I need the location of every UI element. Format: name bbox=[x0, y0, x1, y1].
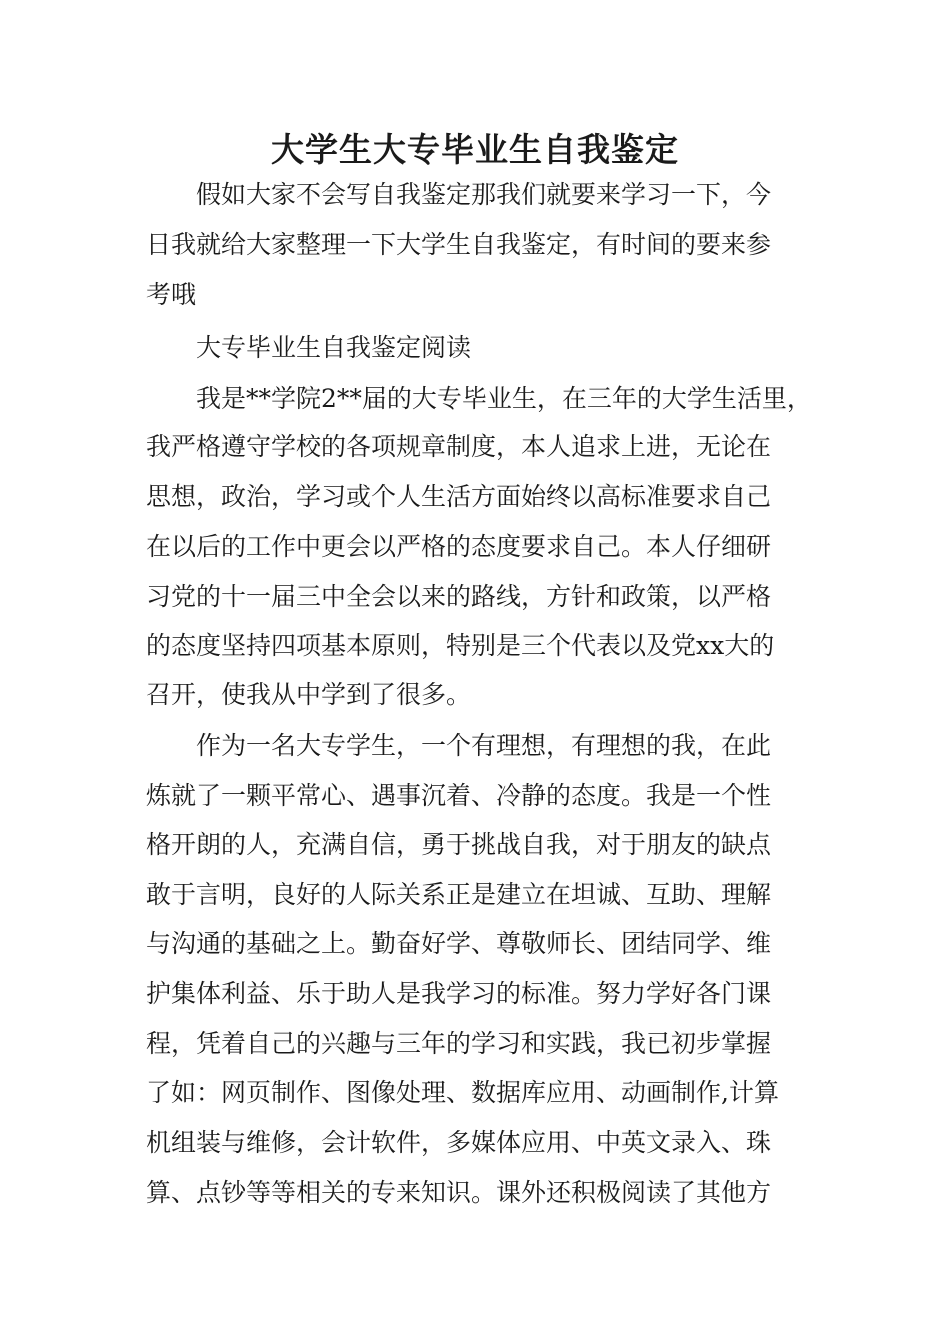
text-line-7-content: 思想，政治，学习或个人生活方面始终以高标准要求自己 bbox=[146, 482, 772, 511]
text-line-7 bbox=[0, 473, 950, 521]
text-line-4-content: 大专毕业生自我鉴定阅读 bbox=[196, 333, 472, 362]
text-line-16-content: 与沟通的基础之上。勤奋好学、尊敬师长、团结同学、维 bbox=[146, 929, 772, 958]
document-title: 大学生大专毕业生自我鉴定 bbox=[271, 130, 679, 169]
text-line-17 bbox=[0, 970, 950, 1018]
text-line-20-content: 机组装与维修，会计软件，多媒体应用、中英文录入、珠 bbox=[146, 1128, 772, 1157]
text-line-20 bbox=[0, 1119, 950, 1167]
text-line-1 bbox=[0, 171, 950, 219]
text-line-18-content: 程，凭着自己的兴趣与三年的学习和实践，我已初步掌握 bbox=[146, 1029, 772, 1058]
text-line-19 bbox=[0, 1069, 950, 1117]
text-line-15-content: 敢于言明，良好的人际关系正是建立在坦诚、互助、理解 bbox=[146, 880, 772, 909]
text-line-10 bbox=[0, 622, 950, 670]
text-line-5-content: 我是**学院2**届的大专毕业生，在三年的大学生活里， bbox=[196, 384, 812, 413]
text-line-3 bbox=[0, 271, 950, 319]
text-line-10-content: 的态度坚持四项基本原则，特别是三个代表以及党xx大的 bbox=[146, 631, 775, 660]
text-line-3-content: 考哦 bbox=[146, 280, 197, 309]
text-line-16 bbox=[0, 920, 950, 968]
text-line-11 bbox=[0, 671, 950, 719]
text-line-6-content: 我严格遵守学校的各项规章制度，本人追求上进，无论在 bbox=[146, 432, 772, 461]
text-line-12-content: 作为一名大专学生，一个有理想，有理想的我，在此 bbox=[196, 731, 772, 760]
text-line-11-content: 召开，使我从中学到了很多。 bbox=[146, 680, 472, 709]
text-line-9-content: 习党的十一届三中全会以来的路线，方针和政策，以严格 bbox=[146, 582, 772, 611]
text-line-2-content: 日我就给大家整理一下大学生自我鉴定，有时间的要来参 bbox=[146, 230, 772, 259]
text-line-19-content: 了如：网页制作、图像处理、数据库应用、动画制作,计算 bbox=[146, 1078, 779, 1107]
text-line-6 bbox=[0, 423, 950, 471]
text-line-9 bbox=[0, 573, 950, 621]
text-line-4 bbox=[0, 324, 950, 372]
text-line-14-content: 格开朗的人，充满自信，勇于挑战自我，对于朋友的缺点 bbox=[146, 830, 772, 859]
text-line-14 bbox=[0, 821, 950, 869]
text-line-17-content: 护集体利益、乐于助人是我学习的标准。努力学好各门课 bbox=[146, 979, 772, 1008]
text-line-1-content: 假如大家不会写自我鉴定那我们就要来学习一下，今 bbox=[196, 180, 772, 209]
text-line-2 bbox=[0, 221, 950, 269]
text-line-12 bbox=[0, 722, 950, 770]
text-line-13 bbox=[0, 772, 950, 820]
text-line-15 bbox=[0, 871, 950, 919]
text-line-8 bbox=[0, 523, 950, 571]
text-line-5 bbox=[0, 375, 950, 423]
text-line-21-content: 算、点钞等等相关的专来知识。课外还积极阅读了其他方 bbox=[146, 1178, 772, 1207]
text-line-8-content: 在以后的工作中更会以严格的态度要求自己。本人仔细研 bbox=[146, 532, 772, 561]
text-line-18 bbox=[0, 1020, 950, 1068]
text-line-21 bbox=[0, 1169, 950, 1217]
text-line-13-content: 炼就了一颗平常心、遇事沉着、冷静的态度。我是一个性 bbox=[146, 781, 772, 810]
